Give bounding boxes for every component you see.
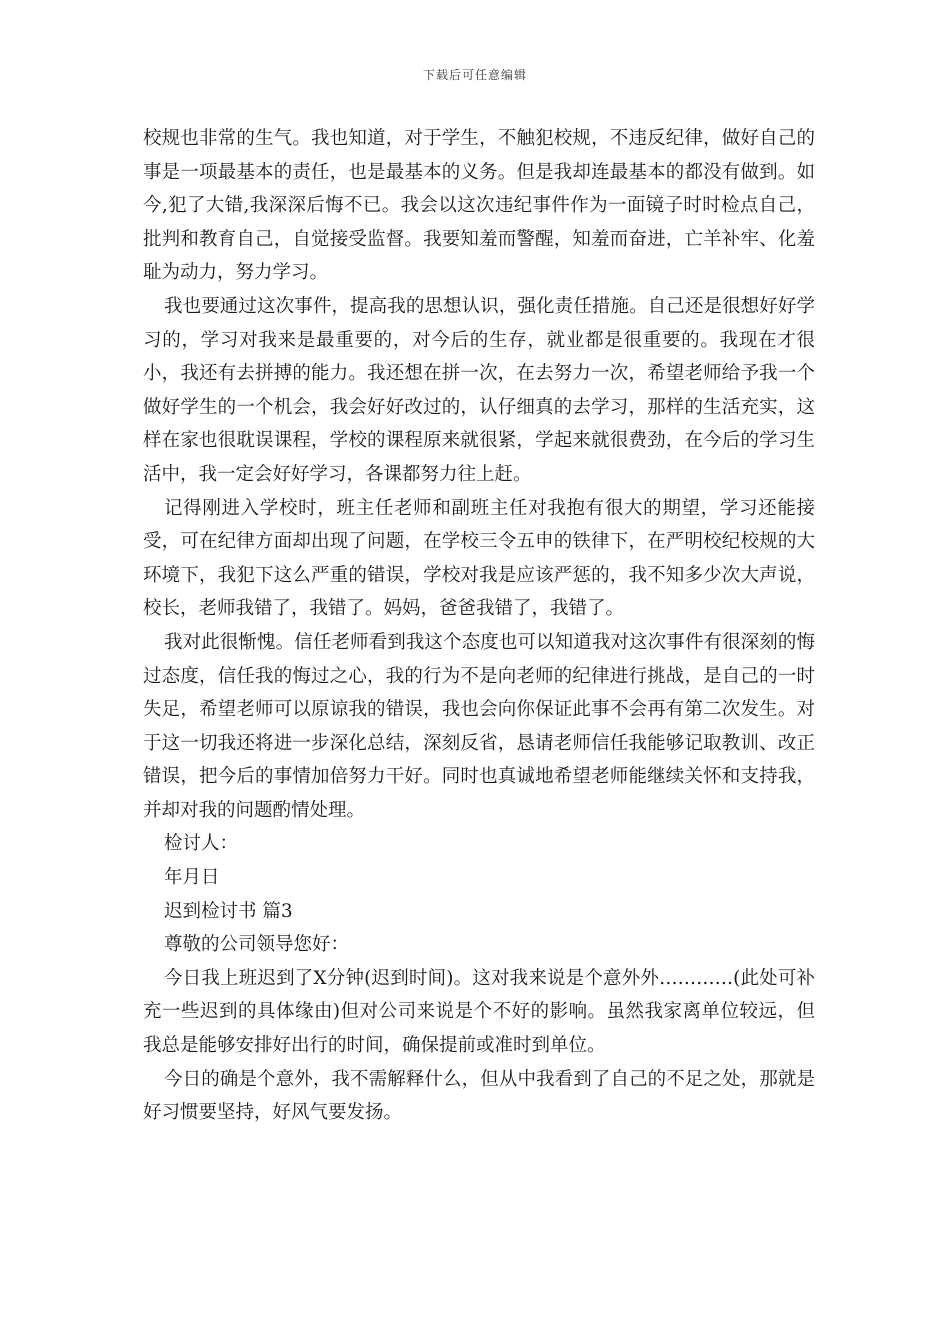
section-title: 迟到检讨书 篇3: [164, 900, 293, 922]
salutation: 尊敬的公司领导您好：: [164, 934, 350, 956]
paragraph: 我也要通过这次事件，提高我的思想认识，强化责任措施。自己还是很想好好学习的，学习对我来是最重要的，对今后的生存，就业都是很重要的。我现在才很小，我还有去拼搏的能力。我还想在拼一次，在去努力一次，希望老师给予我一个做好学生的一个机会，我会好好改过的，认仔细真的去学习，那样的生活充实，这样在家也很耽误课程，学校的课程原来就很紧，学起来就很费劲，在今后的学习生活中，我一定会好好学习，各课都努力往上赶。: [143, 295, 815, 485]
paragraph: 记得刚进入学校时，班主任老师和副班主任对我抱有很大的期望，学习还能接受，可在纪律方面却出现了问题，在学校三令五申的铁律下，在严明校纪校规的大环境下，我犯下这么严重的错误，学校对我是应该严惩的，我不知多少次大声说，校长，老师我错了，我错了。妈妈，爸爸我错了，我错了。: [143, 497, 815, 620]
date-label: 年月日: [164, 867, 220, 889]
page-header-note: 下载后可任意编辑: [422, 68, 527, 82]
document-body: [143, 122, 815, 1130]
paragraph: 今日我上班迟到了X分钟(迟到时间)。这对我来说是个意外外…………(此处可补充一些迟到的具体缘由)但对公司来说是个不好的影响。虽然我家离单位较远，但我总是能够安排好出行的时间，确保提前或准时到单位。: [143, 967, 815, 1057]
signature-label: 检讨人：: [164, 833, 239, 855]
paragraph: 校规也非常的生气。我也知道，对于学生，不触犯校规，不违反纪律，做好自己的事是一项最基本的责任，也是最基本的义务。但是我却连最基本的都没有做到。如今,犯了大错,我深深后悔不已。我会以这次违纪事件作为一面镜子时时检点自己，批判和教育自己，自觉接受监督。我要知羞而警醒，知羞而奋进，亡羊补牢、化羞耻为动力，努力学习。: [143, 128, 815, 284]
paragraph: 我对此很惭愧。信任老师看到我这个态度也可以知道我对这次事件有很深刻的悔过态度，信任我的悔过之心，我的行为不是向老师的纪律进行挑战，是自己的一时失足，希望老师可以原谅我的错误，我也会向你保证此事不会再有第二次发生。对于这一切我还将进一步深化总结，深刻反省，恳请老师信任我能够记取教训、改正错误，把今后的事情加倍努力干好。同时也真诚地希望老师能继续关怀和支持我，并却对我的问题酌情处理。: [143, 631, 815, 821]
paragraph: 今日的确是个意外，我不需解释什么，但从中我看到了自己的不足之处，那就是好习惯要坚持，好风气要发扬。: [143, 1068, 815, 1124]
